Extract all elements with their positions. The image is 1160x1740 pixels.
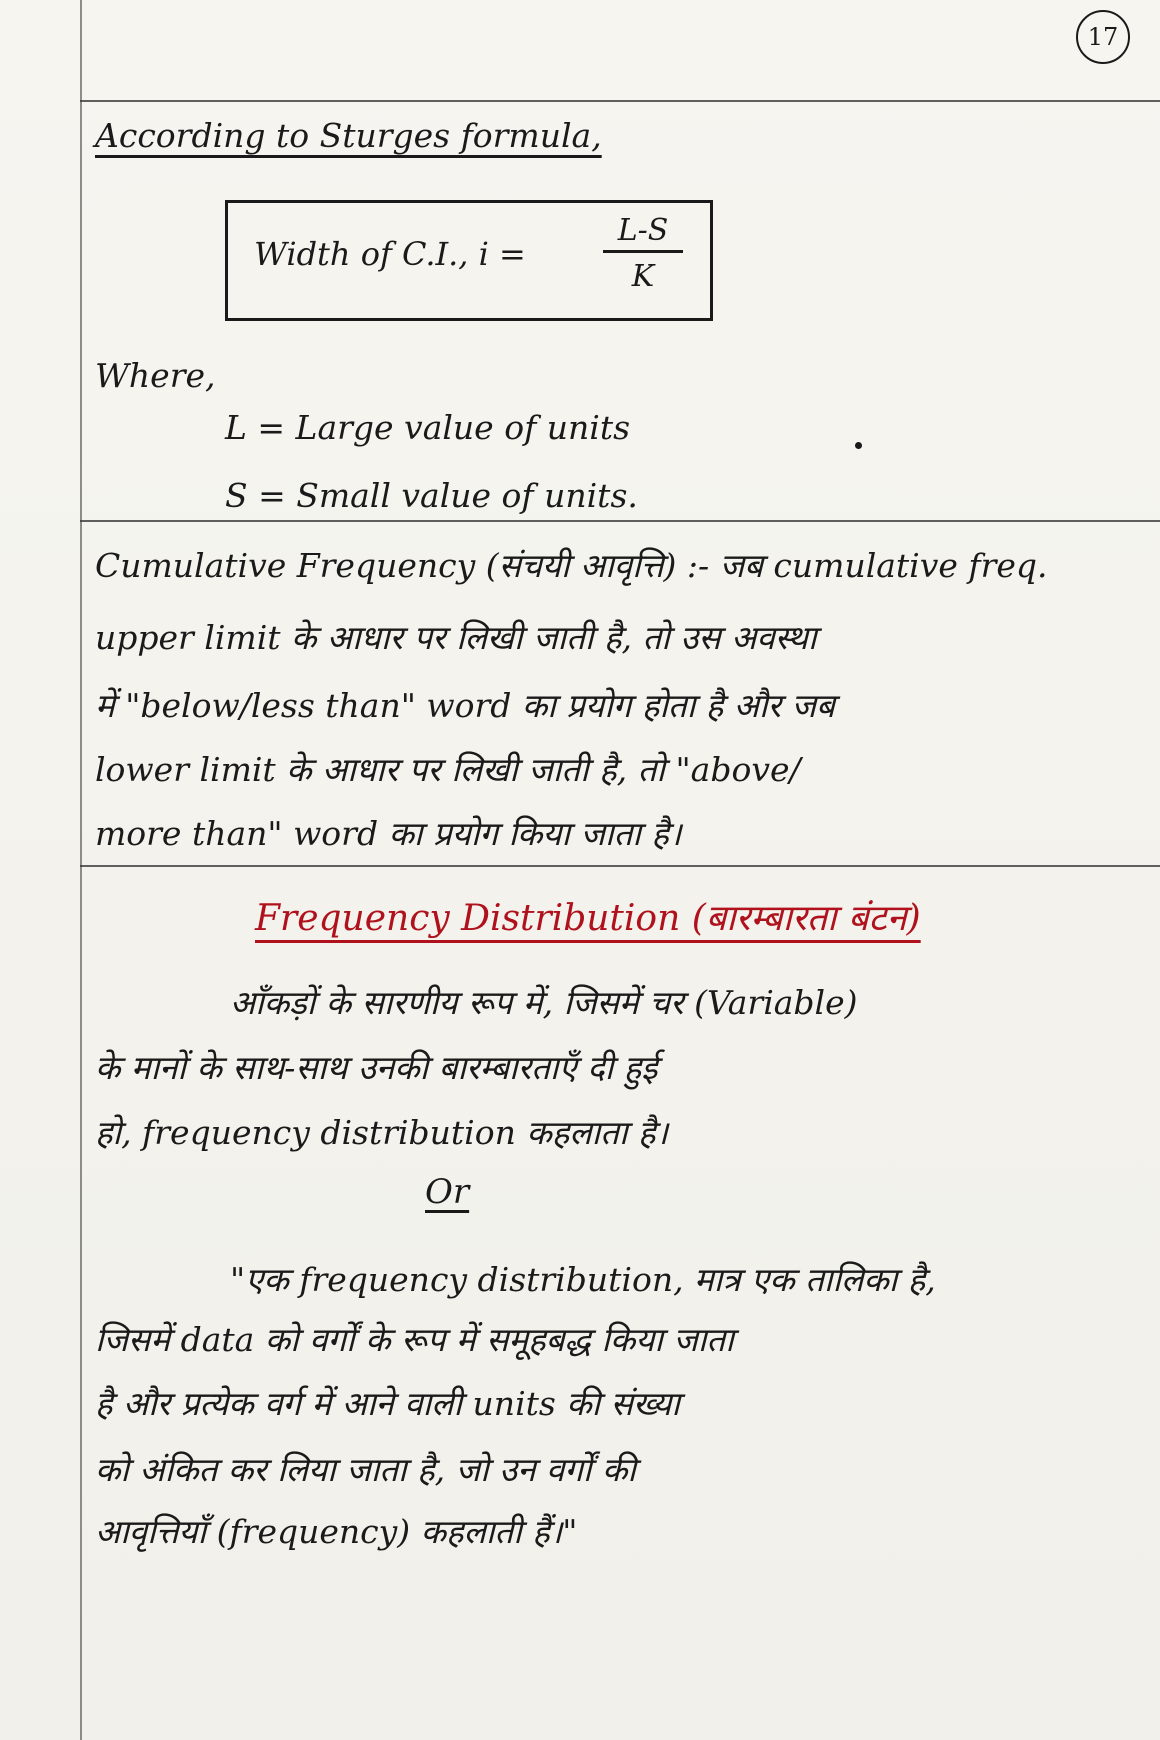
cumulative-line-3: में "below/less than" word का प्रयोग होता है और जब	[95, 686, 835, 725]
margin-line	[80, 0, 82, 1740]
freq-para2-line-3: है और प्रत्येक वर्ग में आने वाली units की संख्या	[95, 1384, 680, 1423]
freq-para1-line-2: के मानों के साथ-साथ उनकी बारम्बारताएँ दी हुई	[95, 1048, 658, 1087]
formula-label: Width of C.I., i =	[254, 235, 526, 273]
frequency-distribution-heading: Frequency Distribution (बारम्बारता बंटन)	[255, 898, 921, 939]
definition-l: L = Large value of units	[225, 408, 631, 447]
freq-para2-line-5: आवृत्तियाँ (frequency) कहलाती हैं।"	[95, 1512, 578, 1551]
cumulative-line-2: upper limit के आधार पर लिखी जाती है, तो उस अवस्था	[95, 618, 817, 657]
divider-frequency	[80, 865, 1160, 867]
where-label: Where,	[95, 356, 216, 395]
page-number: 17	[1076, 10, 1130, 64]
sturges-heading: According to Sturges formula,	[95, 116, 602, 155]
formula-numerator: L-S	[603, 213, 683, 253]
definition-s: S = Small value of units.	[225, 476, 638, 515]
cumulative-line-4: lower limit के आधार पर लिखी जाती है, तो "above/	[95, 750, 801, 789]
formula-box	[225, 200, 713, 321]
formula-denominator: K	[631, 259, 655, 294]
cumulative-line-5: more than" word का प्रयोग किया जाता है।	[95, 814, 682, 853]
stray-dot	[855, 442, 862, 449]
freq-para2-line-1: "एक frequency distribution, मात्र एक तालिका है,	[230, 1260, 936, 1299]
freq-para2-line-2: जिसमें data को वर्गों के रूप में समूहबद्ध किया जाता	[95, 1320, 734, 1359]
freq-para1-line-3: हो, frequency distribution कहलाता है।	[95, 1113, 669, 1152]
divider-cumulative	[80, 520, 1160, 522]
or-label: Or	[425, 1172, 470, 1212]
freq-para2-line-4: को अंकित कर लिया जाता है, जो उन वर्गों की	[95, 1450, 636, 1489]
divider-top	[80, 100, 1160, 102]
formula-fraction	[603, 213, 683, 294]
cumulative-line-1: Cumulative Frequency (संचयी आवृत्ति) :- जब cumulative freq.	[95, 546, 1048, 585]
freq-para1-line-1: आँकड़ों के सारणीय रूप में, जिसमें चर (Variable)	[230, 983, 858, 1022]
